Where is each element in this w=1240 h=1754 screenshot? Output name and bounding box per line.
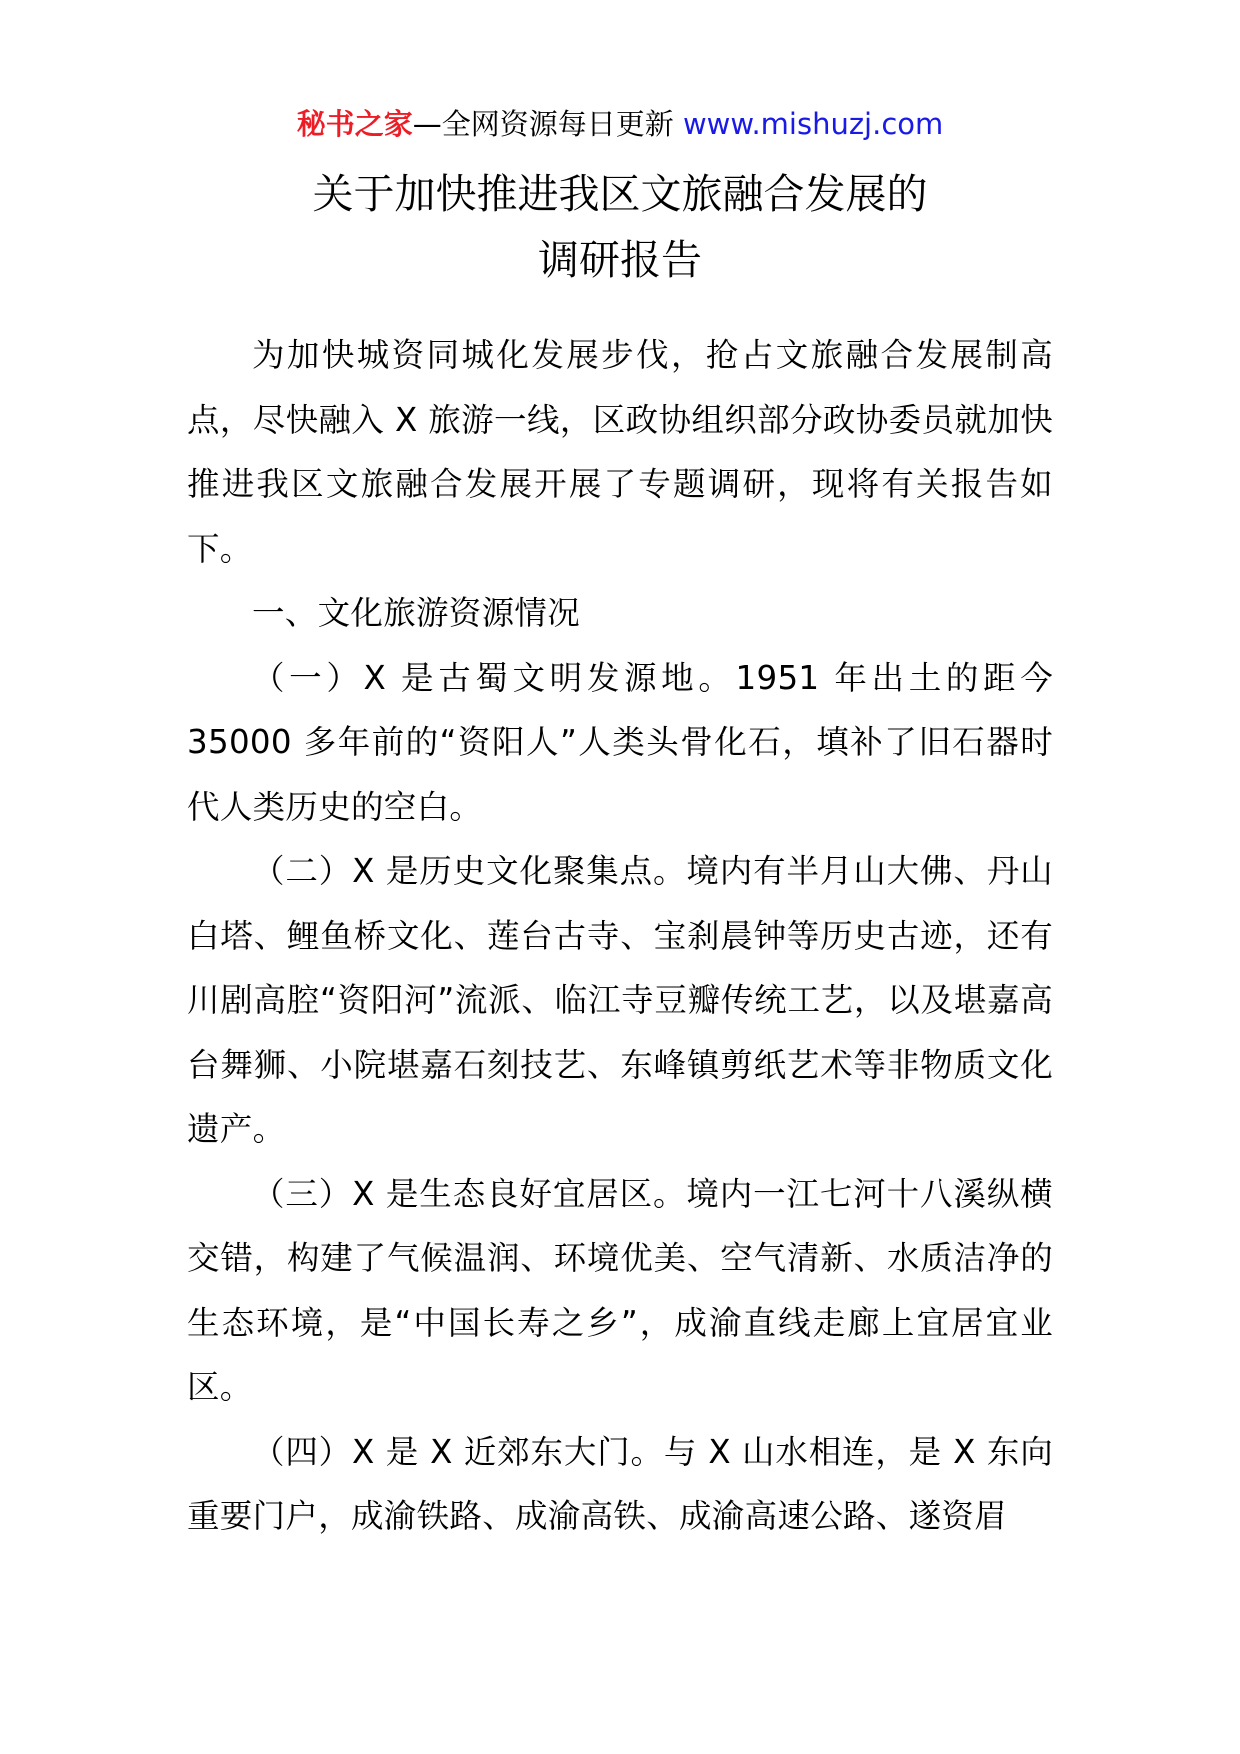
intro-paragraph: 为加快城资同城化发展步伐，抢占文旅融合发展制高点，尽快融入 X 旅游一线，区政协组织部分政协委员就加快推进我区文旅融合发展开展了专题调研，现将有关报告如下。 xyxy=(187,336,1053,568)
body-paragraph: （四）X 是 X 近郊东大门。与 X 山水相连，是 X 东向重要门户，成渝铁路、成渝高铁、成渝高速公路、遂资眉 xyxy=(187,1432,1053,1535)
body-paragraph: （一）X 是古蜀文明发源地。1951 年出土的距今 35000 多年前的“资阳人”人类头骨化石，填补了旧石器时代人类历史的空白。 xyxy=(187,658,1053,826)
document-title-line-1: 关于加快推进我区文旅融合发展的 xyxy=(312,170,928,218)
site-url-link[interactable]: www.mishuzj.com xyxy=(682,107,944,141)
body-paragraph: （二）X 是历史文化聚集点。境内有半月山大佛、丹山白塔、鲤鱼桥文化、莲台古寺、宝刹晨钟等历史古迹，还有川剧高腔“资阳河”流派、临江寺豆瓣传统工艺，以及堪嘉高台舞狮、小院堪嘉石刻技艺、东峰镇剪纸艺术等非物质文化遗产。 xyxy=(187,852,1053,1148)
site-header xyxy=(0,104,1240,144)
document-body xyxy=(187,323,1053,1549)
body-paragraph: （三）X 是生态良好宜居区。境内一江七河十八溪纵横交错，构建了气候温润、环境优美、空气清新、水质洁净的生态环境，是“中国长寿之乡”，成渝直线走廊上宜居宜业区。 xyxy=(187,1174,1053,1406)
document-title-line-2: 调研报告 xyxy=(538,236,702,284)
header-slogan: —全网资源每日更新 xyxy=(412,107,674,141)
brand-name: 秘书之家 xyxy=(296,107,413,141)
section-heading: 一、文化旅游资源情况 xyxy=(252,594,581,632)
